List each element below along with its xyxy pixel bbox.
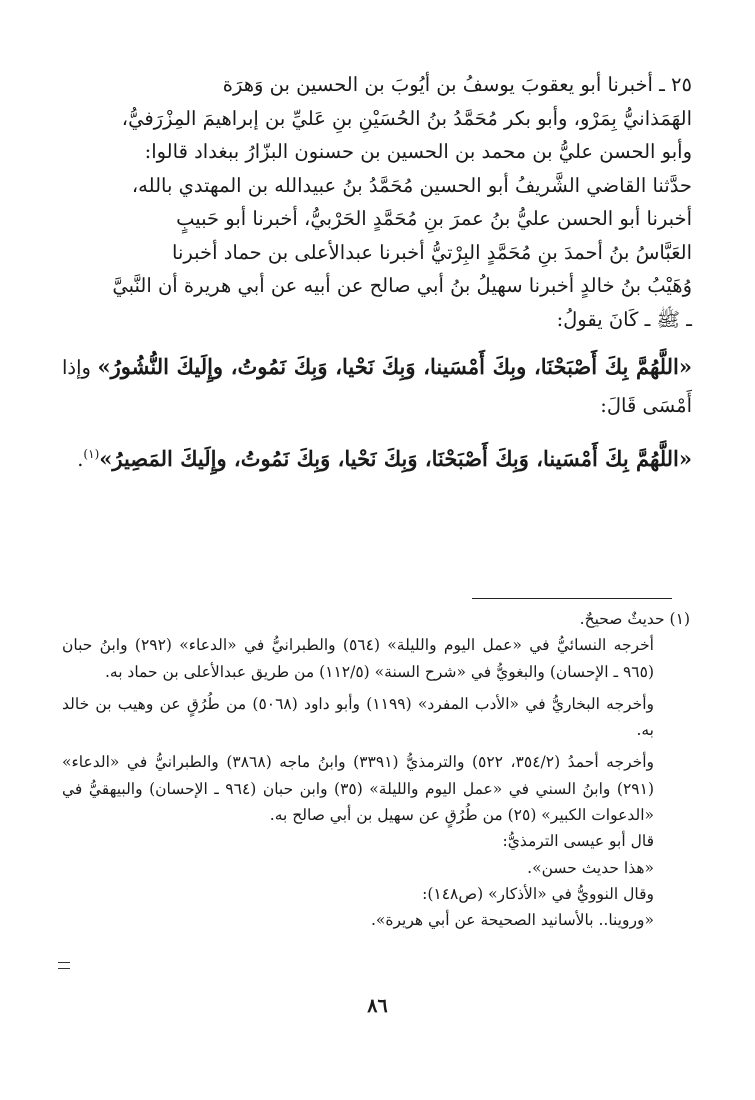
end-dot: . <box>77 448 84 471</box>
footnote-paragraph: وأخرجه أحمدُ (٣٥٤/٢، ٥٢٢) والترمذيُّ (٣٣٩١) وابنُ ماجه (٣٨٦٨) والطبرانيُّ في «الدعاء» (٢٩١) وابنُ السني في «عمل اليوم والليلة» (٣٥) وابن حبان (٩٦٤ ـ الإحسان) والبيهقيُّ في «الدعوات الكبير» (٢٥) من طُرُقٍ عن سهيل بن أبي صالح به. <box>62 753 654 825</box>
text-line: ـ ﷺ ـ كَانَ يقولُ: <box>556 307 692 331</box>
page-number: ٨٦ <box>367 995 388 1017</box>
footnote-heading: (١) حديثٌ صحيحٌ. <box>579 610 690 628</box>
evening-supplication-text: «اللَّهُمَّ بِكَ أَمْسَينا، وَبِكَ أَصْبَحْنَا، وَبِكَ نَحْيا، وَبِكَ نَمُوتُ، وإِلَيكَ المَصِيرُ» <box>99 446 692 471</box>
margin-mark-icon <box>58 962 70 969</box>
text-line: وأبو الحسن عليُّ بن محمد بن الحسين بن حسنون البزّارُ ببغداد قالوا: <box>144 140 692 163</box>
footnote-paragraph: «هذا حديث حسن». <box>527 858 654 877</box>
footnote-paragraph: «وروينا.. بالأسانيد الصحيحة عن أبي هريرة». <box>370 911 654 930</box>
text-line: أخبرنا أبو الحسن عليُّ بنُ عمرَ بنِ مُحَمَّدٍ الحَرْبيُّ، أخبرنا أبو حَبيبٍ <box>176 207 692 230</box>
text-line: الهَمَذانيُّ بِمَرْو، وأبو بكر مُحَمَّدُ بنُ الحُسَيْنِ بنِ عَليِّ بن إبراهيمَ المِزْرَفيُّ، <box>121 106 692 130</box>
text-line: ٢٥ ـ أخبرنا أبو يعقوبَ يوسفُ بن أيُوبَ بن الحسين بن وَهرَة <box>222 73 692 96</box>
footnote-paragraph: وأخرجه البخاريُّ في «الأدب المفرد» (١١٩٩) وأبو داود (٥٠٦٨) من طُرُقٍ عن وهيب بن خالد به. <box>62 694 654 740</box>
footnote-reference: (١) <box>83 447 100 461</box>
evening-intro: وإذا أَمْسَى قَالَ: <box>62 356 692 417</box>
morning-supplication-text: «اللَّهُمَّ بِكَ أَصْبَحْنَا، وبِكَ أَمْسَينا، وَبِكَ نَحْيا، وَبِكَ نَمُوتُ، وإِلَيكَ النُّشُورُ» <box>97 354 692 379</box>
footnote-separator <box>472 598 672 599</box>
footnote-paragraph: وقال النوويُّ في «الأذكار» (ص١٤٨): <box>422 884 654 903</box>
footnote-paragraph: أخرجه النسائيُّ في «عمل اليوم والليلة» (٥٦٤) والطبرانيُّ في «الدعاء» (٢٩٢) وابنُ حبان (٩٦٥ ـ الإحسان) والبغويُّ في «شرح السنة» (١١٢/٥) من طريق عبدالأعلى بن حماد به. <box>62 636 654 681</box>
evening-supplication <box>62 436 692 478</box>
footnote-paragraph: قال أبو عيسى الترمذيُّ: <box>502 832 654 851</box>
hadith-text <box>62 68 692 478</box>
text-line: حدَّثنا القاضي الشَّريفُ أبو الحسين مُحَمَّدُ بنُ عبيدالله بن المهتدي بالله، <box>131 173 692 197</box>
text-line: وُهَيْبُ بنُ خالدٍ أخبرنا سهيلُ بنُ أبي صالح عن أبيه عن أبي هريرة أن النَّبيَّ <box>112 274 692 297</box>
footnotes <box>62 606 692 934</box>
morning-supplication <box>62 348 692 424</box>
text-line: العَبَّاسُ بنُ أحمدَ بنِ مُحَمَّدٍ البِرْتيُّ أخبرنا عبدالأعلى بن حماد أخبرنا <box>172 240 692 264</box>
